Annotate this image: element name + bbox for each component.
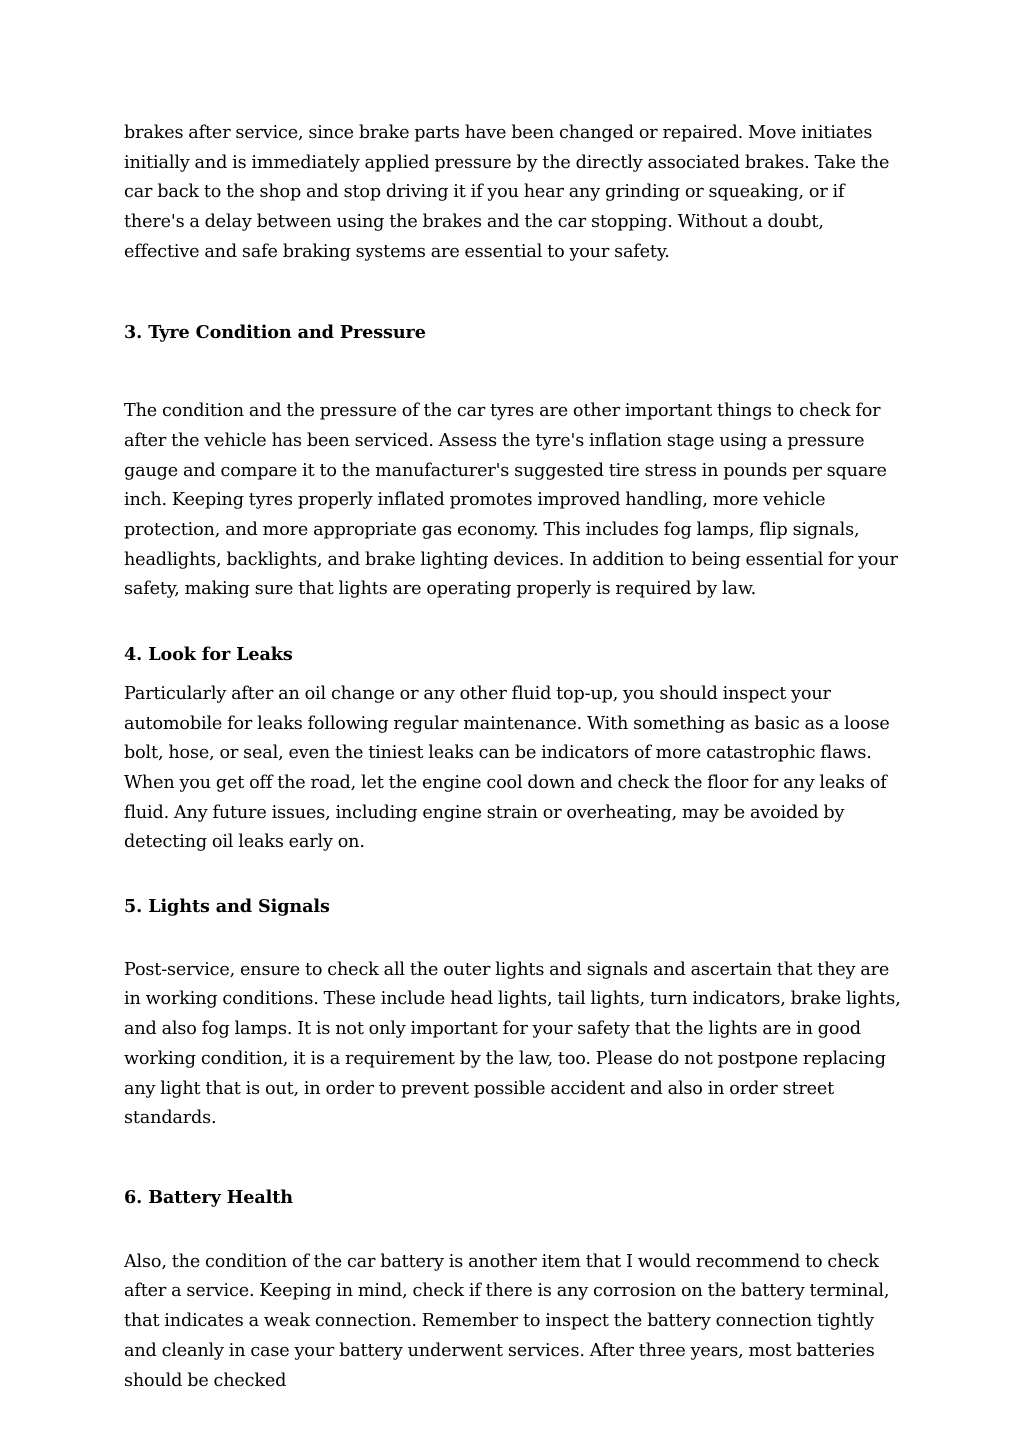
paragraph-look-for-leaks: Particularly after an oil change or any other fluid top-up, you should inspect your automobile for leaks following regular maintenance. With something as basic as a loose bolt, hose, or seal, even the tiniest leaks can be indicators of more catastrophic flaws. When you get off the road, let the engine cool down and check the floor for any leaks of fluid. Any future issues, including engine strain or overheating, may be avoided by detecting oil leaks early on. — [124, 683, 890, 853]
heading-lights-and-signals: 5. Lights and Signals — [124, 896, 330, 918]
heading-look-for-leaks: 4. Look for Leaks — [124, 644, 293, 666]
document-page — [124, 119, 904, 1396]
paragraph-battery-health: Also, the condition of the car battery is another item that I would recommend to check after a service. Keeping in mind, check if there is any corrosion on the battery terminal, that indicates a weak connection. Remember to inspect the battery connection tightly and cleanly in case your battery underwent services. After three years, most batteries should be checked — [124, 1251, 890, 1391]
heading-tyre-condition: 3. Tyre Condition and Pressure — [124, 321, 426, 343]
paragraph-brakes: brakes after service, since brake parts have been changed or repaired. Move initiates initially and is immediately applied pressure by the directly associated brakes. Take the car back to the shop and stop driving it if you hear any grinding or squeaking, or if there's a delay between using the brakes and the car stopping. Without a doubt, effective and safe braking systems are essential to your safety. — [124, 123, 890, 262]
heading-battery-health: 6. Battery Health — [124, 1186, 293, 1208]
paragraph-tyre-condition: The condition and the pressure of the car tyres are other important things to check for after the vehicle has been serviced. Assess the tyre's inflation stage using a pressure gauge and compare it to the manufacturer's suggested tire stress in pounds per square inch. Keeping tyres properly inflated promotes improved handling, more vehicle protection, and more appropriate gas economy. This includes fog lamps, flip signals, headlights, backlights, and brake lighting devices. In addition to being essential for your safety, making sure that lights are operating properly is required by law. — [124, 401, 898, 600]
paragraph-lights-and-signals: Post-service, ensure to check all the outer lights and signals and ascertain that they are in working conditions. These include head lights, tail lights, turn indicators, brake lights, and also fog lamps. It is not only important for your safety that the lights are in good working condition, it is a requirement by the law, too. Please do not postpone replacing any light that is out, in order to prevent possible accident and also in order street standards. — [124, 959, 901, 1129]
